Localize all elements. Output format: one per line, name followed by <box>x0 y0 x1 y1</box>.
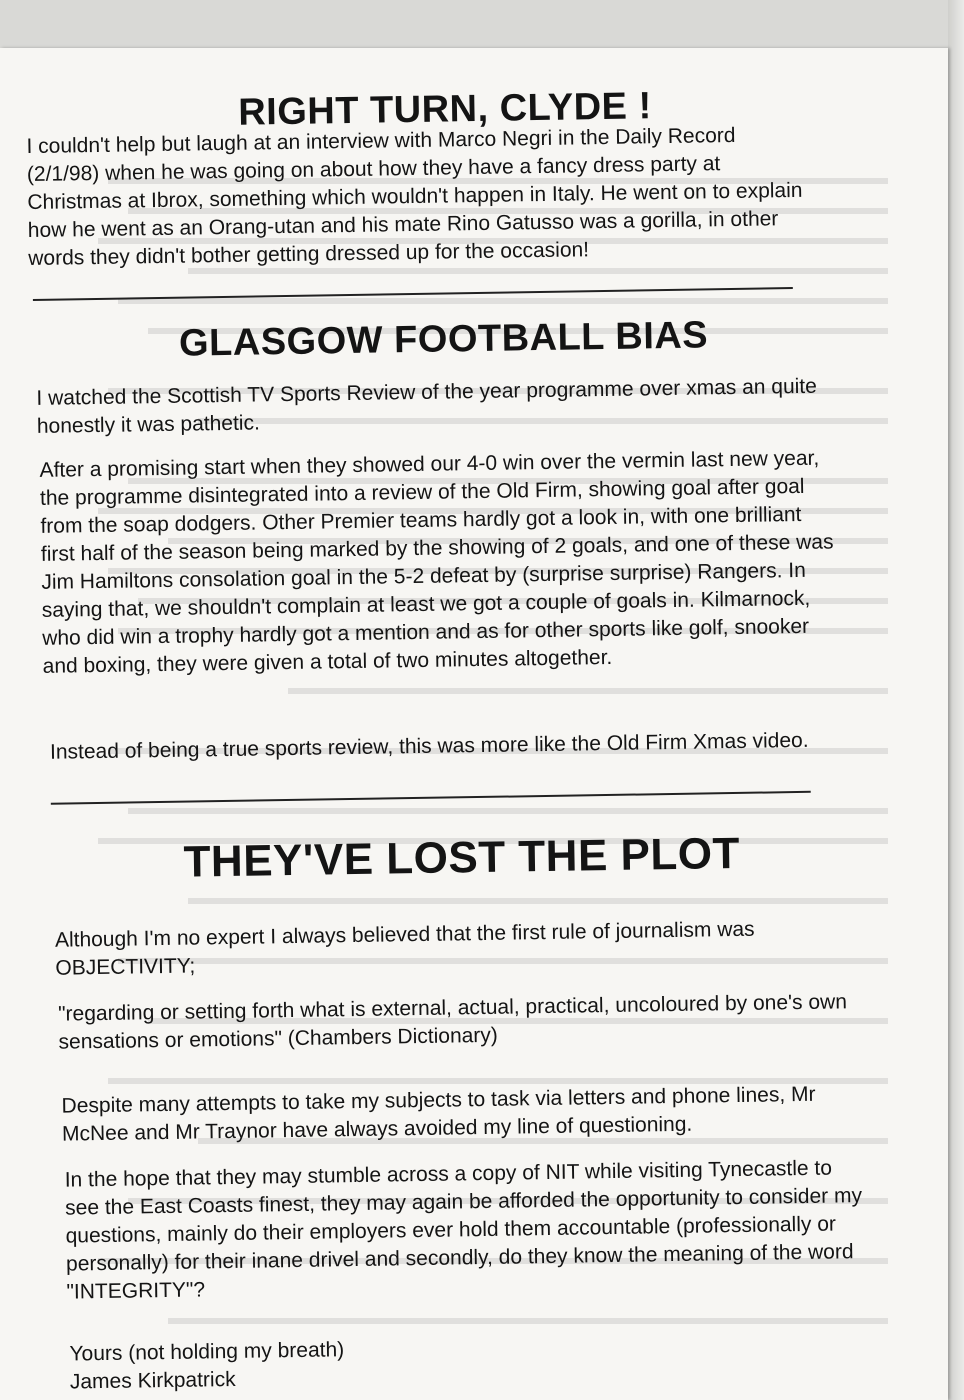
page-spine <box>948 0 964 1400</box>
article-2-title: GLASGOW FOOTBALL BIAS <box>178 314 709 365</box>
article-column <box>0 48 948 1400</box>
article-3-paragraph: Despite many attempts to take my subjects to task via letters and phone lines, Mr McNee and Mr Traynor have always avoided my line of questioning. <box>61 1082 816 1146</box>
divider <box>51 791 811 805</box>
article-3-title: THEY'VE LOST THE PLOT <box>183 828 741 887</box>
author-name: James Kirkpatrick <box>69 1367 236 1394</box>
article-3-paragraph: In the hope that they may stumble across a copy of NIT while visiting Tynecastle to see the East Coasts finest, they may again be afforded the opportunity to consider my questions, mainly do their employers ever hold them accountable (professionally or personally) for their inane drivel and secondly, do they know the meaning of the word "INTEGRITY"? <box>64 1156 863 1304</box>
signoff: Yours (not holding my breath) <box>69 1338 345 1366</box>
article-1-paragraph: I couldn't help but laugh at an interview with Marco Negri in the Daily Record (2/1/98) when he was going on about how they have a fancy dress party at Christmas at Ibrox, something which wouldn't happen in Italy. He went on to explain how he went as an Orang-utan and his mate Rino Gatusso was a gorilla, in other words they didn't bother getting dressed up for the occasion! <box>26 123 803 271</box>
scanned-page <box>0 48 948 1400</box>
article-1-title: RIGHT TURN, CLYDE ! <box>237 85 652 134</box>
article-2-paragraph: Instead of being a true sports review, this was more like the Old Firm Xmas video. <box>49 728 809 764</box>
article-2-paragraph: I watched the Scottish TV Sports Review of the year programme over xmas an quite honestly it was pathetic. <box>36 374 818 438</box>
article-3-paragraph: "regarding or setting forth what is external, actual, practical, uncoloured by one's own sensations or emotions" (Chambers Dictionary) <box>57 990 848 1054</box>
article-3-paragraph: Although I'm no expert I always believed that the first rule of journalism was OBJECTIVITY; <box>54 917 755 980</box>
article-2-paragraph: After a promising start when they showed our 4-0 win over the vermin last new year, the programme disintegrated into a review of the Old Firm, showing goal after goal from the soap dodgers. Other Premier teams hardly got a look in, with one brilliant first half of the season being marked by the showing of 2 goals, and one of these was Jim Hamiltons consolation goal in the 5-2 defeat by (surprise surprise) Rangers. In saying that, we shouldn't complain at least we got a couple of goals in. Kilmarnock, who did win a trophy hardly got a mention and as for other sports like golf, snooker and boxing, they were given a total of two minutes altogether. <box>39 446 834 678</box>
divider <box>33 287 793 301</box>
